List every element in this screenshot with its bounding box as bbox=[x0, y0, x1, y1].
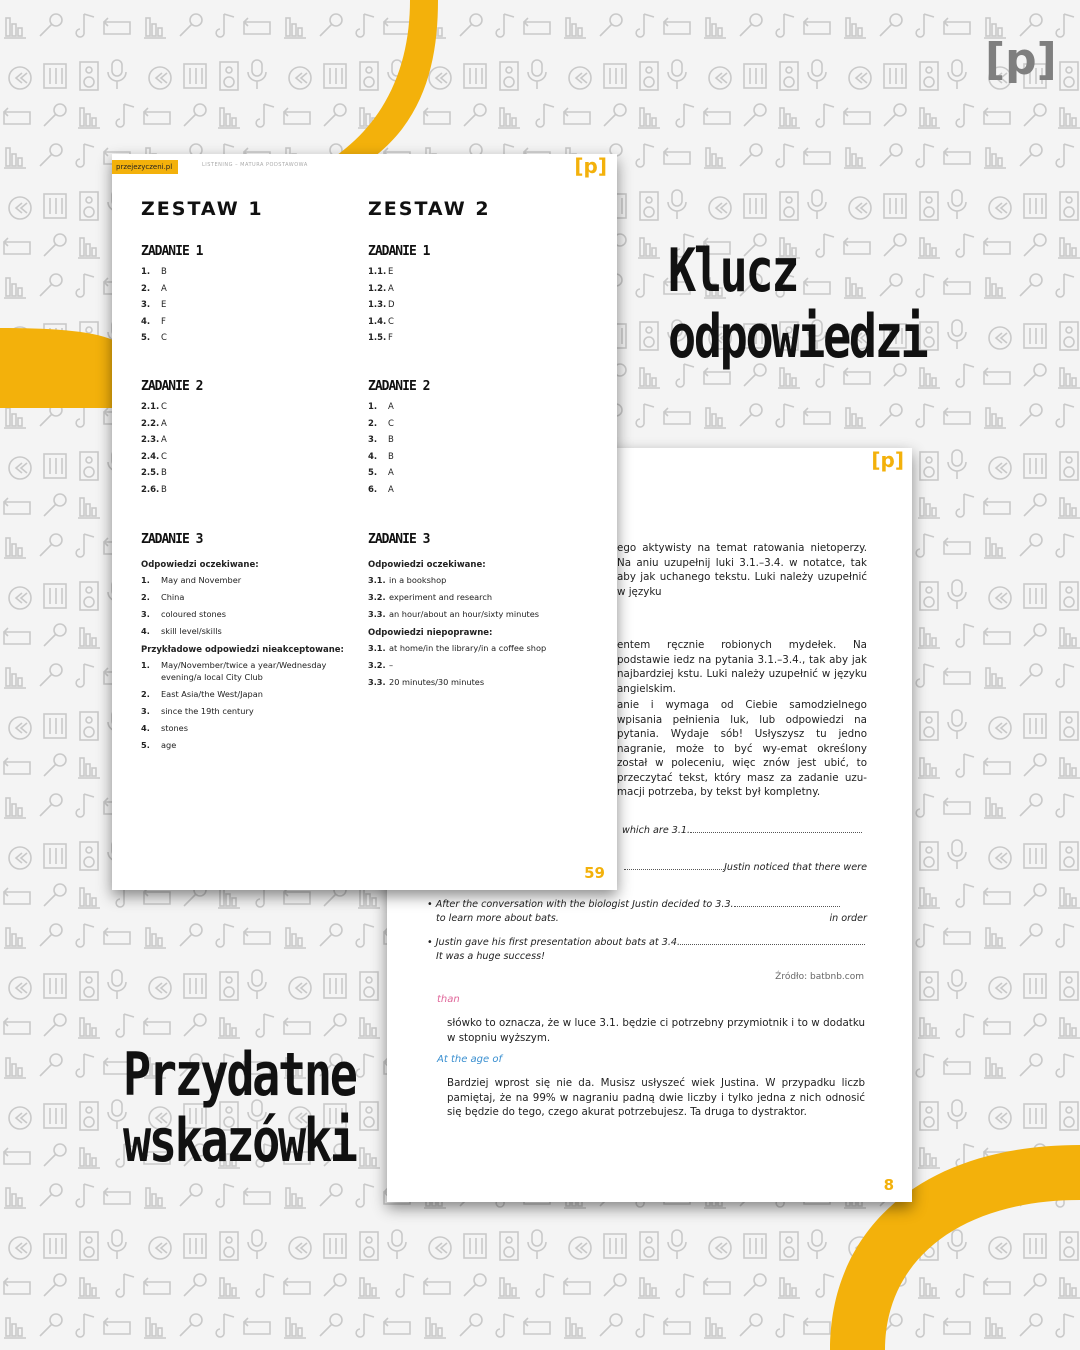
set-1-expected-label: Odpowiedzi oczekiwane: bbox=[141, 559, 259, 570]
answer-value: C bbox=[161, 451, 167, 462]
hints-heading-line-1: Przydatne bbox=[123, 1040, 356, 1110]
hint-1-keyword: than bbox=[437, 994, 460, 1005]
set-2-title: ZESTAW 2 bbox=[368, 198, 491, 220]
set-1-task-1-answers bbox=[141, 264, 361, 347]
answer-number: 1.3. bbox=[368, 300, 387, 311]
answer-value: B bbox=[388, 435, 394, 446]
answer-number: 2.4. bbox=[141, 451, 160, 462]
set-1-task-2-title: ZADANIE 2 bbox=[141, 378, 203, 394]
note-bullet-4-start: Justin gave his first presentation about bats at 3.4. bbox=[435, 937, 681, 948]
answer-value: in a bookshop bbox=[389, 574, 447, 585]
answer-row bbox=[368, 659, 588, 671]
set-1-expected-answers bbox=[141, 574, 361, 637]
answer-row bbox=[368, 608, 588, 620]
answer-number: 2.6. bbox=[141, 484, 160, 495]
answer-value: B bbox=[161, 484, 167, 495]
answer-row bbox=[141, 297, 361, 314]
answer-number: 2.3. bbox=[141, 435, 160, 446]
answer-number: 1.4. bbox=[368, 316, 387, 327]
answer-value: at home/in the library/in a coffee shop bbox=[389, 642, 547, 653]
section-tag: LISTENING – MATURA PODSTAWOWA bbox=[202, 162, 308, 168]
answer-value: B bbox=[161, 468, 167, 479]
hint-2-keyword: At the age of bbox=[437, 1054, 502, 1065]
brand-logo bbox=[985, 34, 1057, 85]
answer-value: A bbox=[388, 283, 394, 294]
answer-value: C bbox=[388, 418, 394, 429]
set-1-task-2-answers bbox=[141, 399, 361, 499]
answer-row bbox=[368, 297, 588, 314]
answer-number: 1. bbox=[141, 574, 150, 585]
note-line-2 bbox=[622, 861, 867, 875]
answer-key-heading bbox=[668, 238, 926, 370]
set-1-task-1-title: ZADANIE 1 bbox=[141, 244, 203, 259]
answer-value: East Asia/the West/Japan bbox=[161, 688, 263, 699]
answer-number: 5. bbox=[368, 468, 378, 479]
answer-row bbox=[141, 688, 361, 700]
answer-value: experiment and research bbox=[389, 591, 493, 602]
answer-row bbox=[141, 432, 361, 449]
answer-key-heading-line-2: odpowiedzi bbox=[668, 302, 927, 372]
yellow-arc-left bbox=[0, 300, 115, 410]
answer-value: coloured stones bbox=[161, 608, 226, 619]
source-credit: Źródło: batbnb.com bbox=[775, 972, 864, 982]
note-line-1-text: which are 3.1. bbox=[622, 825, 691, 836]
hints-heading-line-2: wskazówki bbox=[123, 1106, 356, 1176]
answer-value: C bbox=[161, 401, 167, 412]
set-2-task-1-answers bbox=[368, 264, 588, 347]
answer-number: 3.1. bbox=[368, 642, 386, 653]
answer-value: C bbox=[388, 316, 394, 327]
answer-number: 2.1. bbox=[141, 401, 160, 412]
answer-row bbox=[141, 482, 361, 499]
hints-intro-paragraph-3: anie i wymaga od Ciebie samodzielnego wpisania pełnienia luk, lub odpowiedzi na pytania. Wydaje sób! Usłyszysz tu jedno nagranie, może to być wy-emat określony został w poleceniu, więc znów jest ubić, to przeczytać tekst, który masz za zadanie uzu-macji potrzeba, by tekst był kompletny. bbox=[617, 699, 867, 798]
answer-value: skill level/skills bbox=[161, 625, 222, 636]
answer-row bbox=[141, 281, 361, 298]
answer-value: stones bbox=[161, 722, 188, 733]
answer-key-heading-line-1: Klucz bbox=[668, 236, 798, 306]
answer-value: B bbox=[388, 451, 394, 462]
set-1-title: ZESTAW 1 bbox=[141, 198, 264, 220]
answer-row bbox=[368, 465, 588, 482]
answer-row bbox=[368, 314, 588, 331]
yellow-arc-top bbox=[330, 0, 440, 160]
answer-number: 4. bbox=[141, 316, 151, 327]
answer-key-page bbox=[112, 154, 617, 890]
answer-row bbox=[141, 659, 361, 683]
set-2-task-3-title: ZADANIE 3 bbox=[368, 531, 430, 547]
note-line-2-text: Justin noticed that there were bbox=[724, 862, 867, 873]
answer-value: since the 19th century bbox=[161, 705, 254, 716]
answer-number: 2. bbox=[141, 591, 150, 602]
answer-row bbox=[141, 608, 361, 620]
answer-number: 1. bbox=[368, 401, 378, 412]
answer-row bbox=[141, 591, 361, 603]
answer-number: 1.1. bbox=[368, 267, 387, 277]
note-line-1 bbox=[622, 824, 867, 838]
answer-number: 4. bbox=[368, 451, 378, 462]
answer-number: 4. bbox=[141, 625, 150, 636]
answer-number: 3.3. bbox=[368, 608, 386, 619]
hint-2-text: Bardziej wprost się nie da. Musisz usłyszeć wiek Justina. W przypadku liczb pamiętaj, że na 99% w nagraniu padną dwie liczby i tylko jedna z nich odnosić się będzie do tego, czego akurat potrzebujesz. Ta druga to dystraktor. bbox=[447, 1077, 865, 1118]
answer-number: 5. bbox=[141, 739, 150, 750]
answer-number: 3. bbox=[368, 435, 378, 446]
hint-1-text: słówko to oznacza, że w luce 3.1. będzie ci potrzebny przymiotnik i to w dodatku w stopniu wyższym. bbox=[447, 1017, 865, 1044]
set-2-expected-label: Odpowiedzi oczekiwane: bbox=[368, 559, 486, 570]
answer-number: 3. bbox=[141, 300, 151, 311]
answer-value: A bbox=[161, 418, 167, 429]
answer-row bbox=[368, 642, 588, 654]
answer-number: 1.2. bbox=[368, 283, 387, 294]
answer-number: 1.5. bbox=[368, 333, 387, 344]
set-2-task-1-title: ZADANIE 1 bbox=[368, 244, 430, 259]
answer-key-page-number: 59 bbox=[584, 864, 605, 882]
answer-key-logo: [p] bbox=[574, 154, 607, 178]
answer-row bbox=[141, 625, 361, 637]
answer-value: B bbox=[161, 267, 167, 277]
answer-value: F bbox=[388, 333, 393, 344]
answer-row bbox=[141, 330, 361, 347]
note-bullet-3-start: After the conversation with the biologist Justin decided to 3.3. bbox=[435, 899, 734, 910]
answer-value: A bbox=[388, 484, 394, 495]
note-bullet-3-continuation: to learn more about bats. bbox=[436, 913, 559, 924]
answer-value: May/November/twice a year/Wednesday evening/a local City Club bbox=[161, 659, 327, 682]
answer-row bbox=[141, 722, 361, 734]
answer-row bbox=[141, 314, 361, 331]
set-1-unaccepted-label: Przykładowe odpowiedzi nieakceptowane: bbox=[141, 644, 344, 655]
answer-value: – bbox=[389, 659, 394, 670]
answer-number: 2. bbox=[368, 418, 378, 429]
answer-number: 1. bbox=[141, 659, 150, 670]
set-1-column bbox=[141, 244, 361, 756]
answer-value: D bbox=[388, 300, 395, 311]
note-bullet-4: • Justin gave his first presentation about bats at 3.4. It was a huge success! bbox=[427, 936, 867, 964]
answer-number: 3.2. bbox=[368, 659, 386, 670]
answer-row bbox=[141, 465, 361, 482]
answer-row bbox=[141, 739, 361, 751]
answer-row bbox=[368, 399, 588, 416]
brand-logo-text: [p] bbox=[985, 34, 1057, 85]
site-tag: przejezyczeni.pl bbox=[112, 160, 178, 174]
answer-number: 3.3. bbox=[368, 676, 386, 687]
answer-number: 5. bbox=[141, 333, 151, 344]
answer-number: 6. bbox=[368, 484, 378, 495]
hints-intro-paragraph-2: entem ręcznie robionych mydełek. Na podstawie iedz na pytania 3.1.–3.4., tak aby jak najbardziej kstu. Luki należy uzupełnić w języku angielskim. bbox=[617, 639, 867, 695]
answer-value: May and November bbox=[161, 574, 242, 585]
answer-row bbox=[368, 330, 588, 347]
answer-row bbox=[368, 449, 588, 466]
answer-row bbox=[368, 264, 588, 281]
set-2-incorrect-label: Odpowiedzi niepoprawne: bbox=[368, 627, 493, 638]
answer-value: C bbox=[161, 333, 167, 344]
answer-row bbox=[141, 399, 361, 416]
answer-value: A bbox=[388, 468, 394, 479]
answer-row bbox=[368, 482, 588, 499]
page-header-bar bbox=[112, 160, 617, 174]
answer-row bbox=[368, 574, 588, 586]
answer-value: China bbox=[161, 591, 185, 602]
set-2-task-2-answers bbox=[368, 399, 588, 499]
answer-number: 4. bbox=[141, 722, 150, 733]
answer-row bbox=[141, 264, 361, 281]
answer-row bbox=[368, 676, 588, 688]
answer-number: 3.1. bbox=[368, 574, 386, 585]
set-2-column bbox=[368, 244, 588, 693]
set-2-expected-answers bbox=[368, 574, 588, 620]
hints-page-number: 8 bbox=[883, 1176, 894, 1194]
answer-value: an hour/about an hour/sixty minutes bbox=[389, 608, 540, 619]
answer-row bbox=[368, 416, 588, 433]
note-bullet-3-end: in order bbox=[829, 913, 867, 924]
answer-row bbox=[141, 449, 361, 466]
answer-number: 2.2. bbox=[141, 418, 160, 429]
answer-value: age bbox=[161, 739, 177, 750]
answer-number: 3.2. bbox=[368, 591, 386, 602]
answer-number: 3. bbox=[141, 705, 150, 716]
answer-row bbox=[141, 574, 361, 586]
set-1-task-3-title: ZADANIE 3 bbox=[141, 531, 203, 547]
answer-number: 3. bbox=[141, 608, 150, 619]
hints-heading bbox=[123, 1042, 356, 1174]
note-bullet-3: • After the conversation with the biologist Justin decided to 3.3. in order to learn more about bats. bbox=[427, 899, 867, 924]
note-bullet-4-continuation: It was a huge success! bbox=[436, 951, 545, 962]
set-2-task-2-title: ZADANIE 2 bbox=[368, 378, 430, 394]
set-1-unaccepted-answers bbox=[141, 659, 361, 751]
answer-value: F bbox=[161, 316, 166, 327]
answer-row bbox=[368, 591, 588, 603]
answer-value: E bbox=[388, 267, 394, 277]
answer-row bbox=[368, 432, 588, 449]
answer-number: 2. bbox=[141, 688, 150, 699]
answer-row bbox=[368, 281, 588, 298]
answer-number: 2. bbox=[141, 283, 151, 294]
set-2-incorrect-answers bbox=[368, 642, 588, 688]
answer-value: A bbox=[388, 401, 394, 412]
answer-value: 20 minutes/30 minutes bbox=[389, 676, 485, 687]
answer-row bbox=[141, 705, 361, 717]
answer-number: 2.5. bbox=[141, 468, 160, 479]
answer-number: 1. bbox=[141, 267, 151, 277]
hints-page-logo: [p] bbox=[871, 448, 904, 472]
hints-intro-paragraph-1: ego aktywisty na temat ratowania nietoperzy. Na aniu uzupełnij luki 3.1.–3.4. w notatce, tak aby jak uchanego tekstu. Luki należy uzupełnić w języku bbox=[617, 542, 867, 598]
answer-value: A bbox=[161, 435, 167, 446]
answer-value: E bbox=[161, 300, 167, 311]
answer-value: A bbox=[161, 283, 167, 294]
answer-row bbox=[141, 416, 361, 433]
